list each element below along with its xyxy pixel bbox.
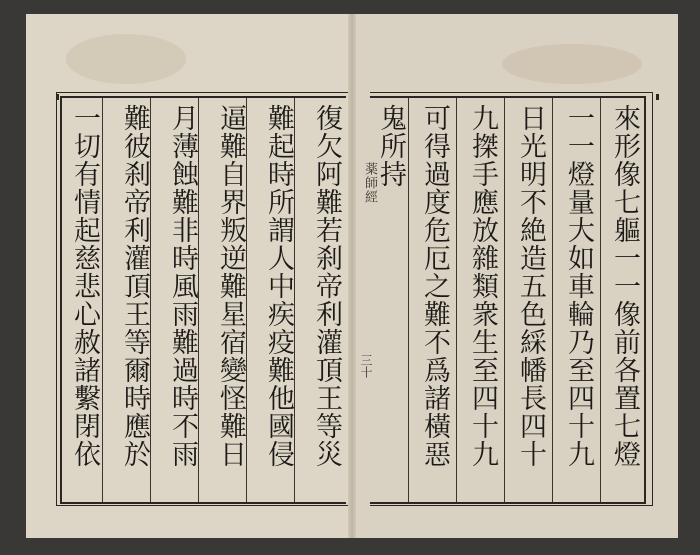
left-column-1: 復欠阿難若刹帝利灌頂王等災 [311,104,342,468]
right-column-1: 來形像七軀一一像前各置七燈 [609,104,640,468]
left-column-2: 難起時所謂人中疾疫難他國侵 [263,104,294,468]
right-column-6: 鬼所持 [375,104,406,188]
folio-number: 三十 [359,354,373,378]
right-column-2: 一一燈量大如車輪乃至四十九 [563,104,594,468]
right-column-4: 九搩手應放雜類衆生至四十九 [467,104,498,468]
right-text-frame [370,96,646,504]
left-column-4: 月薄蝕難非時風雨難過時不雨 [167,104,198,468]
left-column-6: 一切有情起慈悲心赦諸繫閉依 [69,104,100,468]
left-text-frame [60,96,346,504]
left-page [26,14,352,538]
center-book-title: 薬師經 [362,162,377,204]
left-column-5: 難彼刹帝利灌頂王等爾時應於 [119,104,150,468]
book-spread [26,14,678,538]
right-column-5: 可得過度危厄之難不爲諸橫惡 [419,104,450,468]
center-fold [348,14,356,538]
corner-mark [56,94,59,100]
right-column-3: 日光明不絶造五色綵幡長四十 [515,104,546,468]
left-column-3: 逼難自界叛逆難星宿變怪難日 [215,104,246,468]
right-page [352,14,678,538]
corner-mark [656,94,659,100]
